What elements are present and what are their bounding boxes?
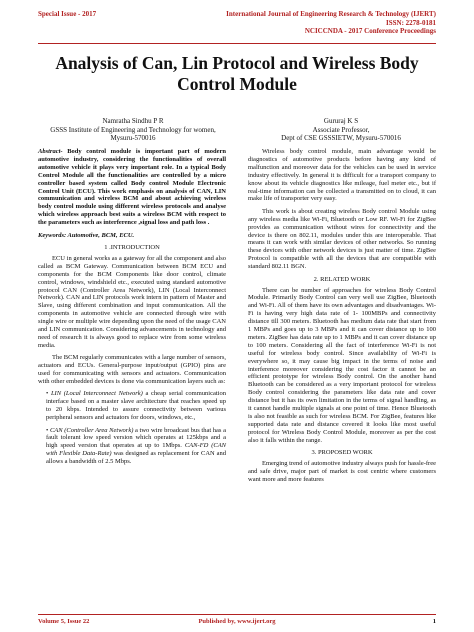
canfd-text: was designed as replacement for CAN and allows a bandwidth of 2.5 Mbps.: [46, 450, 227, 466]
running-footer: [38, 618, 436, 628]
paper-title: Analysis of Can, Lin Protocol and Wireless Body Control Module: [55, 53, 419, 94]
can-text: a two wire broadcast bus that has a fault tolerant low speed version which operates at 125kbps and a high speed version that operates at up to 1Mbps.: [46, 426, 226, 450]
canfd-term: CAN-FD (CAN with Flexible Data-Rate): [46, 442, 226, 458]
abstract: [38, 148, 226, 227]
author-address: Mysuru-570016: [110, 134, 156, 142]
left-column: [38, 148, 226, 471]
issn: ISSN: 2278-0181: [386, 18, 436, 27]
author-affiliation: GSSS Institute of Engineering and Technology for women,: [50, 125, 216, 134]
lin-text: a cheap serial communication interface based on a master slave architecture that reaches speed up to 20 kbps. Intended to assure connectivity between various peripheral sensors and actuators for doors, windows, etc.,: [46, 390, 226, 422]
intro-paragraph-2: The BCM regularly communicates with a large number of sensors, actuators and ECUs. General-purpose input/output (GPIO) pins are used for communicating with sensors and actuators. Communication with other embedded devices is done via communication layers such as:: [38, 354, 226, 385]
author-name: Namratha Sindhu P R: [102, 117, 164, 125]
keywords: Keywords: Automotive, BCM, ECU.: [38, 231, 135, 239]
can-term: CAN (Controller Area Network): [49, 426, 134, 434]
section-heading-introduction: 1 .INTRODUCTION: [104, 243, 160, 251]
bullet-can: • CAN (Controller Area Network) a two wire broadcast bus that has a fault tolerant low speed version which operates at 125kbps and a high speed version that operates at up to 1Mbps. CAN-FD (CAN with Flexible Data-Rate) was designed as replacement for CAN and allows a bandwidth of 2.5 Mbps.: [46, 426, 227, 466]
intro-paragraph-1: ECU in general works as a gateway for all the component and also called as BCM Gateway. Communication between BCM ECU and components for the BCM Components like door control, climate control, windows, windshield etc., executed using standard automotive protocol CAN (Controller Area Network), LIN (Local Interconnect Network). CAN and LIN protocols work intern in pattern of Master and Slave, using different combination and input communication. All the components in automotive vehicle are connected through wire with single wire or multiple wire depending upon the need of the usage CAN and LIN communication. Considering advancements in technology and need of research it is always good to replace wire from some wireless media.: [38, 254, 226, 349]
section-heading-related-work: 2. RELATED WORK: [313, 275, 371, 283]
wireless-bcm-paragraph: Wireless body control module, main advantage would be diagnostics of automotive products before having any kind of malfunction and moreover data for the vehicles can be used in service industry effectively. In general it is difficult for a transport company to know about its vehicle diagnostics like mileage, fuel meter etc., but if real-time information can be collected a transmitted on to cloud, it can make life of transporter very easy.: [248, 148, 436, 203]
page-number: 1: [432, 618, 436, 625]
conference-name: NCICCNDA - 2017 Conference Proceedings: [304, 27, 436, 35]
author-affiliation: Associate Professor,: [312, 125, 370, 134]
journal-info: [226, 10, 436, 36]
related-work-paragraph: There can be number of approaches for wireless Body Control Module. Primarily Body Control can very well use ZigBee, Bluetooth and Wi-Fi. All of them have its own advantages and disadvantages. Wi-Fi is having very high data rate of 1- 100MBPs and connectivity distance till 300 meters. Bluetooth has medium data rate that start from 1 MBPs and goes up to 3 MBPs and it can cover distance up to 100 meters. ZigBee has data rate up to 1 MBPs and it can cover distance up to 100 meters. Considering all the fact of interference Wi-Fi is not useful for wireless body control. Since availability of Wi-Fi is everywhere so, it may cause big impact in the terms of noise and interference moreover considering the cost factor it cannot be an efficient prototype for wireless Body control. On the another hand Bluetooth can be considered as a very important protocol for wireless Body control considering the parameters like data rate and cover distance but it has its own limitation in the terms of signal handling, as it cannot handle multiple signals at one point of time. Hence Bluetooth is also not feasible as such for wireless BCM. For ZigBee, features like supported data rate and distance covered it looks like most useful protocol for Wireless Body Control Module, moreover as per the cost also it falls within the range.: [248, 286, 436, 444]
journal-name: International Journal of Engineering Research & Technology (IJERT): [226, 10, 436, 18]
author-address: Dept of CSE GSSSIETW, Mysuru-570016: [281, 134, 401, 142]
section-heading-proposed-work: 3. PROPOSED WORK: [311, 449, 373, 457]
proposed-work-paragraph: Emerging trend of automotive industry always push for hassle-free and safe drive, major part of market is cost centric where customers want more and more features: [248, 460, 436, 483]
author-1: [38, 117, 228, 143]
publisher-link[interactable]: Published by, www.ijert.org: [198, 618, 276, 625]
bullet-lin: • LIN (Local Interconnect Network) a cheap serial communication interface based on a master slave architecture that reaches speed up to 20 kbps. Intended to assure connectivity between various peripheral sensors and actuators for doors, windows, etc.,: [46, 390, 226, 422]
volume-issue: Volume 5, Issue 22: [38, 618, 90, 625]
header-rule: [38, 43, 436, 44]
footer-rule: [38, 614, 436, 615]
lin-term: LIN (Local Interconnect Network): [50, 390, 143, 398]
special-issue-label: Special Issue - 2017: [38, 10, 97, 18]
abstract-label: Abstract-: [38, 148, 63, 155]
right-column: [248, 148, 436, 488]
author-block: [38, 117, 436, 143]
author-name: Gururaj K S: [323, 117, 359, 125]
abstract-text: Body control module is important part of modern automotive industry, considering the functionalities of overall automotive vehicle it plays very important role. In a typical Body Control Module all the functionalities are controlled by a micro controller based system called Body control Module Electronic Control Unit (ECU). This work emphasis on analysis of CAN, LIN communication and wireless BCM and about achieving wireless body control module using different wireless protocols and analyse which wireless approach best suits a wireless BCM with respect to the parameters such as interference ,signal loss and path loss .: [38, 148, 226, 227]
running-header: [38, 10, 436, 44]
author-2: [246, 117, 436, 143]
work-description-paragraph: This work is about creating wireless Body control Module using any wireless media like Wi-Fi, Bluetooth or Low RF. Wi-Fi for ZigBee provides as communication without wires for connectivity and the device is there on 802.11, modules under this are interoperable. That means it can work with similar devices of other networks. So running these devices with other network devices is just matter of time. ZigBee Protocol is compatible with all the devices that are compatible with standard 802.11 BGN.: [248, 207, 436, 271]
